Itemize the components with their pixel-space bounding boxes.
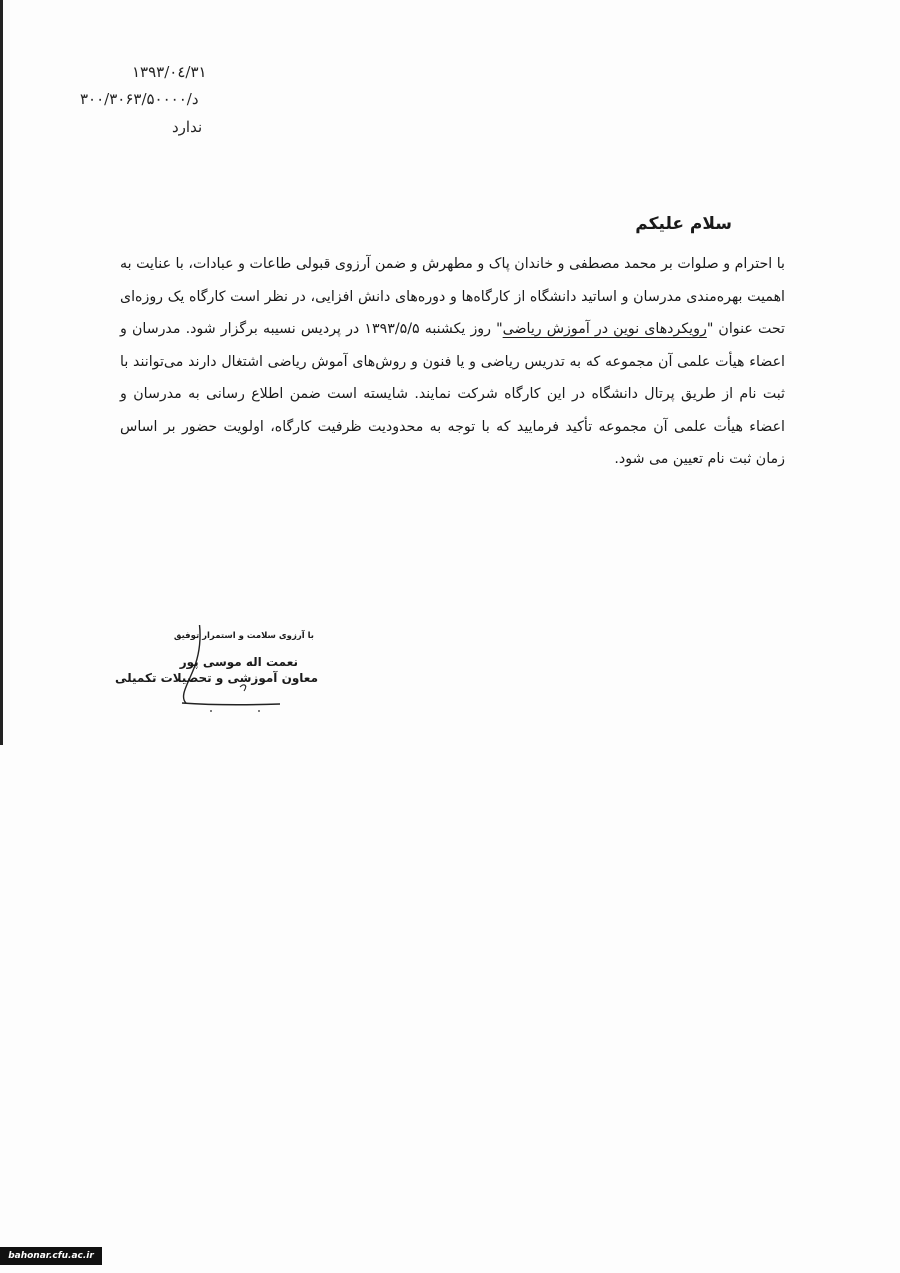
letter-body [120, 248, 785, 476]
signatory-name: نعمت اله موسی پور [179, 655, 298, 669]
letter-number: د/۳۰۰/۳۰۶۳/۵۰۰۰۰ [80, 90, 199, 108]
letter-date: ۱۳۹۳/۰٤/۳۱ [132, 63, 207, 81]
body-text-details: " روز یکشنبه ۱۳۹۳/۵/۵ در پردیس نسیبه برگزار شود. مدرسان و اعضاء هیأت علمی آن مجموعه که به تدریس ریاضی و یا فنون و روش‌های آموش ریاضی اشتغال دارند می‌توانند با ثبت نام از طریق پرتال دانشگاه در این کارگاه شرکت نمایند. شایسته است ضمن اطلاع رسانی به مدرسان و اعضاء هیأت علمی آن مجموعه تأکید فرمایید که با توجه به محدودیت ظرفیت کارگاه، اولویت حضور بر اساس زمان ثبت نام تعیین می شود. [120, 321, 785, 467]
letter-attachment: ندارد [172, 118, 203, 136]
workshop-title: رویکردهای نوین در آموزش ریاضی [502, 321, 707, 337]
signature-closing: با آرزوی سلامت و استمرار توفیق [173, 631, 314, 641]
scan-edge [0, 0, 3, 745]
site-watermark-badge: bahonar.cfu.ac.ir [0, 1247, 102, 1265]
body-text-intro: با احترام و صلوات بر محمد مصطفی و خاندان پاک و مطهرش و ضمن آرزوی قبولی طاعات و عبادات، با عنایت به اهمیت بهره‌مندی مدرسان و اساتید دانشگاه از کارگاه‌ها و دوره‌های دانش افزایی، در نظر است کارگاه یک روزه‌ای تحت عنوان " [120, 256, 786, 337]
signatory-title: معاون آموزشی و تحصیلات تکمیلی [114, 671, 318, 685]
signature-block [114, 625, 320, 720]
letter-greeting: سلام علیکم [635, 214, 732, 234]
